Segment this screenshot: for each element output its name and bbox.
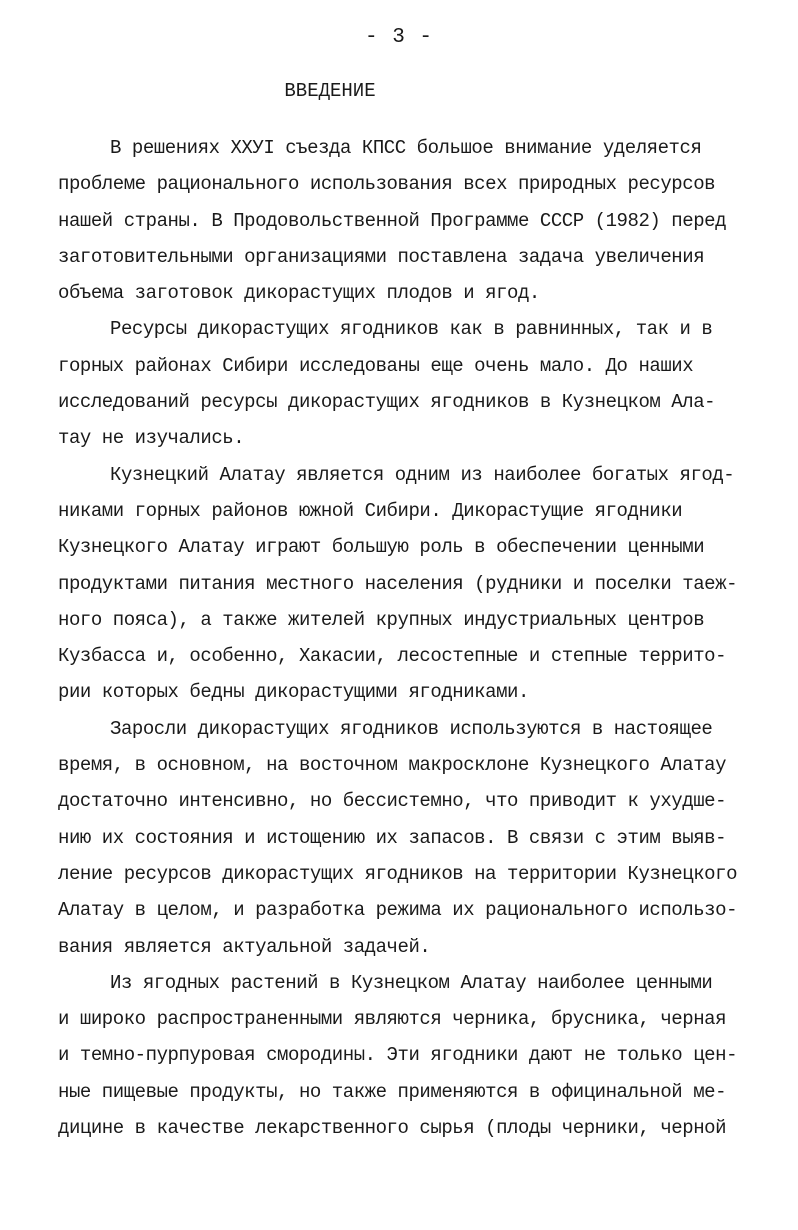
paragraph [58,311,748,456]
text-line: и темно-пурпуровая смородины. Эти ягодники дают не только цен- [58,1044,738,1067]
text-line: ные пищевые продукты, но также применяются в официнальной ме- [58,1080,727,1103]
text-line: продуктами питания местного населения (рудники и поселки таеж- [58,572,738,595]
text-line: Из ягодных растений в Кузнецком Алатау наиболее ценными [110,971,713,994]
text-line: время, в основном, на восточном макросклоне Кузнецкого Алатау [58,754,727,777]
text-line: рии которых бедны дикорастущими ягодниками. [58,681,529,704]
text-line: проблеме рационального использования всех природных ресурсов [58,173,716,196]
text-line: достаточно интенсивно, но бессистемно, что приводит к ухудше- [58,790,727,813]
text-line: ного пояса), а также жителей крупных индустриальных центров [58,608,705,631]
text-line: ление ресурсов дикорастущих ягодников на территории Кузнецкого [58,862,738,885]
section-heading: ВВЕДЕНИЕ [284,80,376,102]
text-line: Заросли дикорастущих ягодников используются в настоящее [110,717,713,740]
paragraph [58,711,748,965]
body-text [58,130,748,1146]
text-line: дицине в качестве лекарственного сырья (плоды черники, черной [58,1117,727,1140]
text-line: и широко распространенными являются черника, брусника, черная [58,1008,727,1031]
text-line: Кузнецкий Алатау является одним из наиболее богатых ягод- [110,463,735,486]
page-number: - 3 - [364,26,433,49]
text-line: исследований ресурсы дикорастущих ягодников в Кузнецком Ала- [58,391,716,414]
text-line: Кузбасса и, особенно, Хакасии, лесостепные и степные террито- [58,645,727,668]
text-line: Алатау в целом, и разработка режима их рационального использо- [58,899,738,922]
paragraph [58,457,748,711]
text-line: нию их состояния и истощению их запасов. В связи с этим выяв- [58,826,727,849]
text-line: Кузнецкого Алатау играют большую роль в обеспечении ценными [58,536,705,559]
text-line: горных районах Сибири исследованы еще очень мало. До наших [58,354,694,377]
text-line: вания является актуальной задачей. [58,935,431,958]
text-line: никами горных районов южной Сибири. Дикорастущие ягодники [58,499,683,522]
text-line: заготовительными организациями поставлена задача увеличения [58,245,705,268]
text-line: нашей страны. В Продовольственной Программе СССР (1982) перед [58,209,727,232]
text-line: Ресурсы дикорастущих ягодников как в равнинных, так и в [110,318,713,341]
text-line: объема заготовок дикорастущих плодов и ягод. [58,282,540,305]
paragraph [58,965,748,1146]
paragraph [58,130,748,311]
text-line: тау не изучались. [58,427,245,450]
text-line: В решениях ХХУI съезда КПСС большое внимание уделяется [110,137,702,159]
